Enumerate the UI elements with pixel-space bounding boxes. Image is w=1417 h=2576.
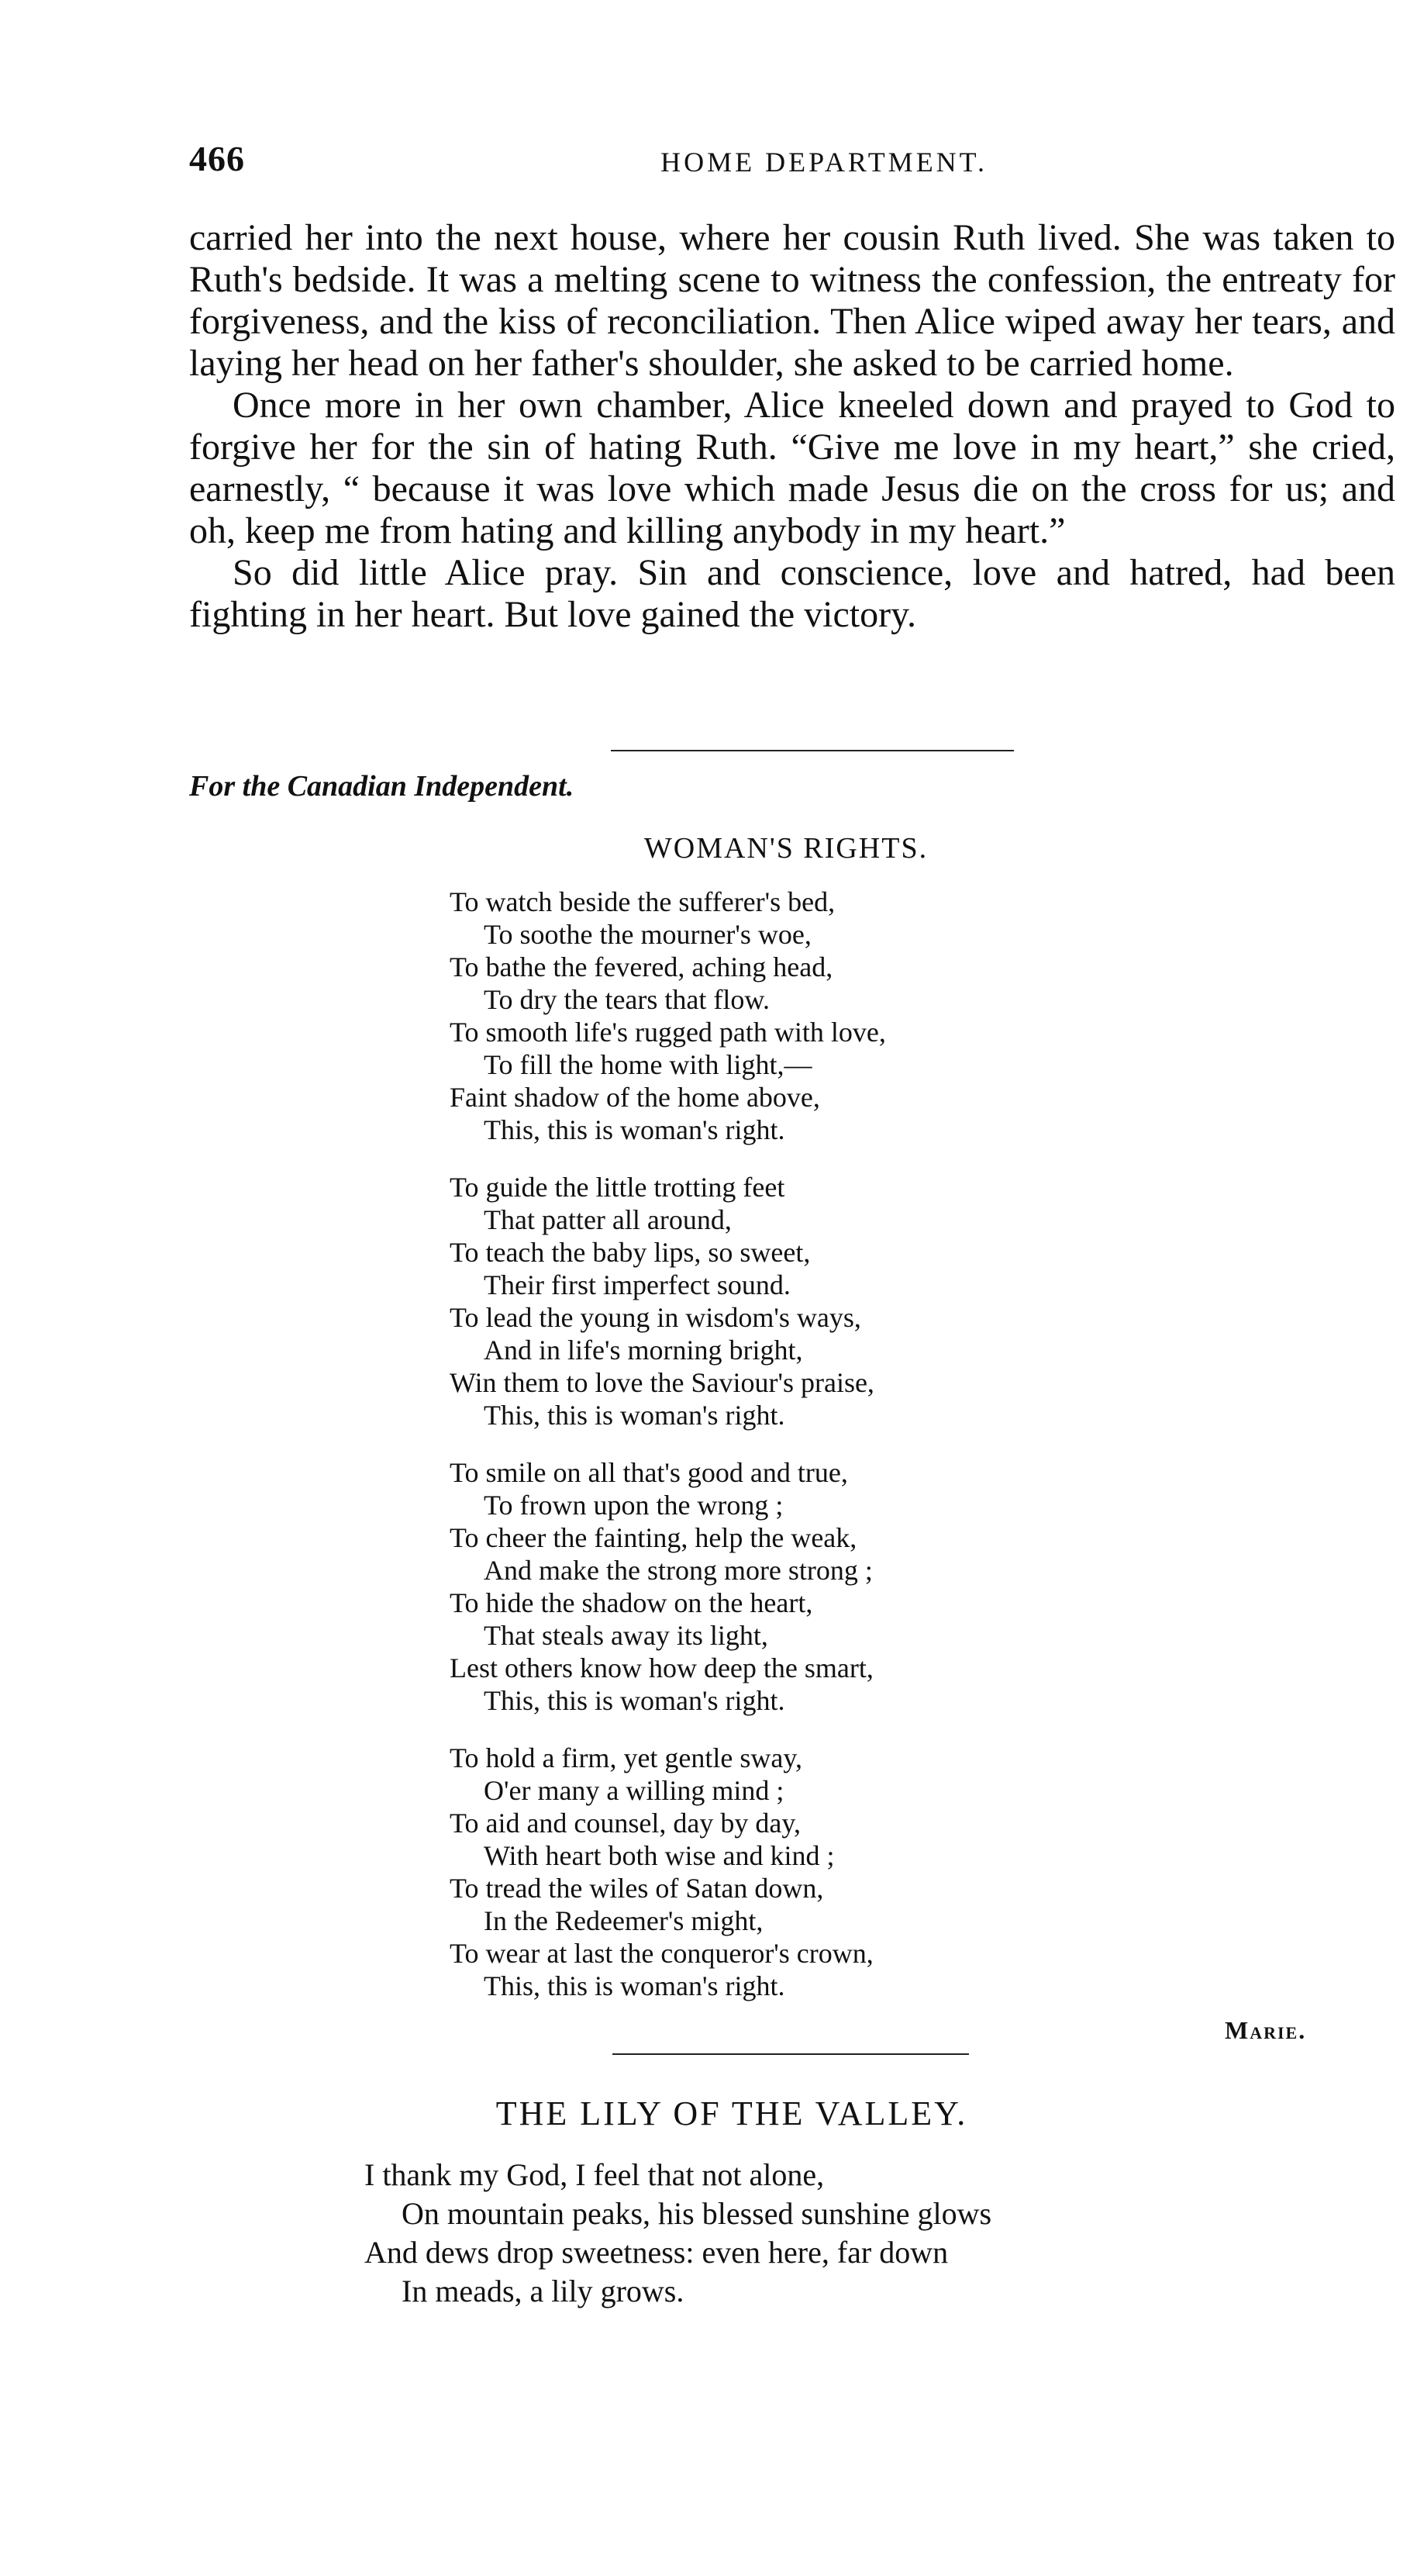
stanza	[450, 1742, 1070, 2002]
verse-line: That steals away its light,	[484, 1620, 768, 1651]
verse-line: Their first imperfect sound.	[484, 1269, 791, 1300]
source-attribution: For the Canadian Independent.	[189, 770, 574, 803]
verse-line: And dews drop sweetness: even here, far down	[364, 2235, 949, 2270]
verse-line: To smooth life's rugged path with love,	[450, 1017, 886, 1048]
poem-author: Marie.	[1225, 2016, 1307, 2044]
section-divider	[611, 750, 1014, 751]
verse-line: To hide the shadow on the heart,	[450, 1587, 813, 1618]
paragraph: So did little Alice pray. Sin and conscience, love and hatred, had been fighting in her heart. But love gained the victory.	[189, 552, 1395, 635]
verse-line: To hold a firm, yet gentle sway,	[450, 1742, 803, 1773]
poem-lily-of-the-valley	[364, 2156, 1217, 2311]
verse-line: O'er many a willing mind ;	[484, 1775, 784, 1806]
verse-line: In meads, a lily grows.	[402, 2274, 684, 2308]
stanza	[450, 1456, 1070, 1717]
verse-line: I thank my God, I feel that not alone,	[364, 2157, 825, 2192]
verse-line: To frown upon the wrong ;	[484, 1490, 784, 1521]
verse-line: To tread the wiles of Satan down,	[450, 1873, 824, 1904]
verse-line: This, this is woman's right.	[484, 1400, 785, 1431]
verse-line: Win them to love the Saviour's praise,	[450, 1367, 874, 1398]
verse-line: To lead the young in wisdom's ways,	[450, 1302, 861, 1333]
verse-line: To wear at last the conqueror's crown,	[450, 1938, 874, 1969]
paragraph: carried her into the next house, where her cousin Ruth lived. She was taken to Ruth's bedside. It was a melting scene to witness the confession, the entreaty for forgiveness, and the kiss of reconciliation. Then Alice wiped away her tears, and laying her head on her father's shoulder, she asked to be carried home.	[189, 217, 1395, 384]
stanza	[450, 1171, 1070, 1431]
verse-line: To cheer the fainting, help the weak,	[450, 1522, 857, 1553]
poem-womans-rights	[450, 886, 1070, 2027]
running-head	[189, 138, 1398, 185]
verse-line: On mountain peaks, his blessed sunshine glows	[402, 2196, 992, 2231]
section-divider	[612, 2053, 969, 2055]
verse-line: To dry the tears that flow.	[484, 984, 771, 1015]
verse-line: Faint shadow of the home above,	[450, 1082, 820, 1113]
stanza	[450, 886, 1070, 1146]
verse-line: And make the strong more strong ;	[484, 1555, 873, 1586]
verse-line: To bathe the fevered, aching head,	[450, 951, 833, 982]
verse-line: To guide the little trotting feet	[450, 1172, 785, 1203]
verse-line: To smile on all that's good and true,	[450, 1457, 848, 1488]
poem-title: THE LILY OF THE VALLEY.	[495, 2094, 968, 2132]
verse-line: To watch beside the sufferer's bed,	[450, 886, 836, 917]
verse-line: That patter all around,	[484, 1204, 732, 1235]
verse-line: To teach the baby lips, so sweet,	[450, 1237, 811, 1268]
verse-line: And in life's morning bright,	[484, 1335, 803, 1366]
verse-line: Lest others know how deep the smart,	[450, 1652, 874, 1683]
verse-line: In the Redeemer's might,	[484, 1905, 764, 1936]
poem-title: WOMAN'S RIGHTS.	[643, 832, 929, 865]
paragraph: Once more in her own chamber, Alice kneeled down and prayed to God to forgive her for the sin of hating Ruth. “Give me love in my heart,” she cried, earnestly, “ because it was love which made Jesus die on the cross for us; and oh, keep me from hating and killing anybody in my heart.”	[189, 385, 1395, 551]
story-conclusion	[189, 217, 1395, 636]
verse-line: To fill the home with light,—	[484, 1049, 812, 1080]
verse-line: This, this is woman's right.	[484, 1685, 785, 1716]
verse-line: With heart both wise and kind ;	[484, 1840, 835, 1871]
verse-line: This, this is woman's right.	[484, 1970, 785, 2001]
section-title: HOME DEPARTMENT.	[660, 147, 988, 178]
page-number: 466	[189, 139, 245, 178]
verse-line: To soothe the mourner's woe,	[484, 919, 812, 950]
verse-line: To aid and counsel, day by day,	[450, 1808, 802, 1839]
verse-line: This, this is woman's right.	[484, 1114, 785, 1145]
